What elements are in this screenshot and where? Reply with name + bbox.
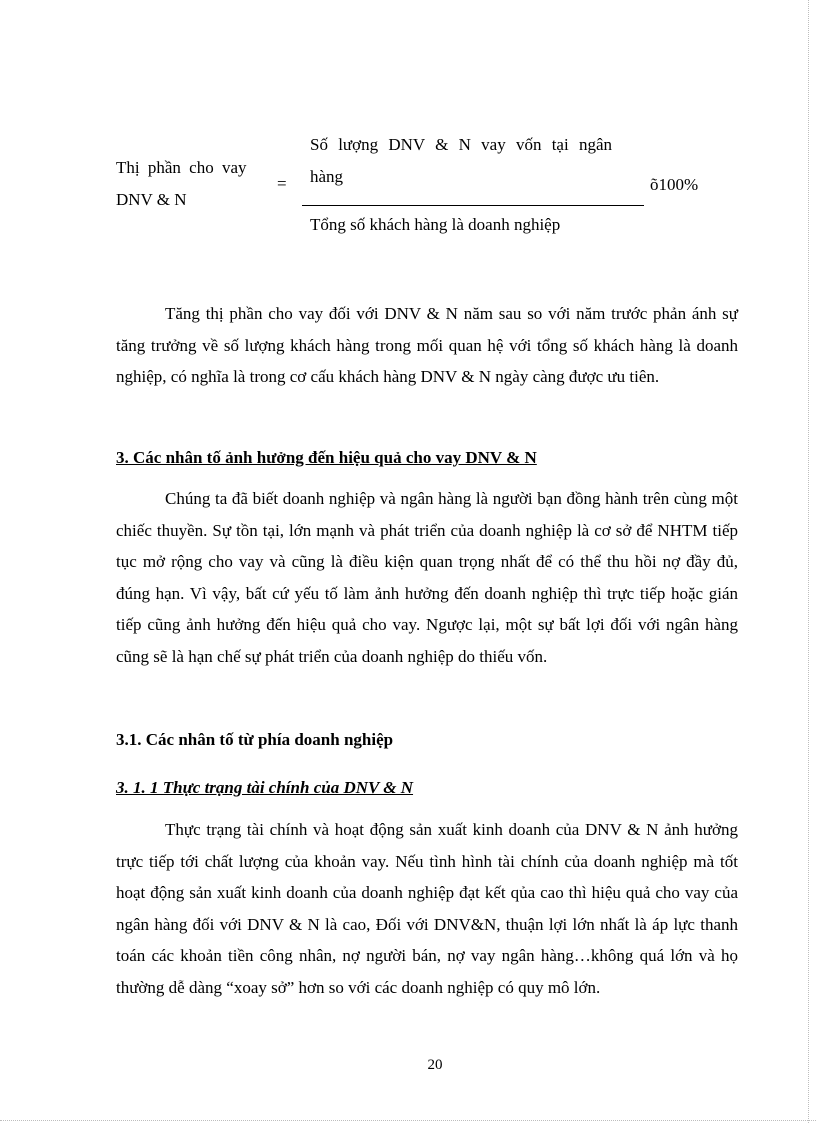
formula-equals-sign: =: [277, 174, 287, 193]
formula-numerator-line1: Số lượng DNV & N vay vốn tại ngân: [310, 135, 612, 154]
paragraph-bank-business-relationship: Chúng ta đã biết doanh nghiệp và ngân hàng là người bạn đồng hành trên cùng một chiếc thuyền. Sự tồn tại, lớn mạnh và phát triển của doanh nghiệp là cơ sở để NHTM tiếp tục mở rộng cho vay và cũng là điều kiện quan trọng nhất để có thể thu hồi nợ đầy đủ, đúng hạn. Vì vậy, bất cứ yếu tố làm ảnh hưởng đến doanh nghiệp thì trực tiếp hoặc gián tiếp cũng ảnh hưởng đến hiệu quả cho vay. Ngược lại, một sự bất lợi đối với ngân hàng cũng sẽ là hạn chế sự phát triển của doanh nghiệp do thiếu vốn.: [116, 489, 738, 666]
formula-multiplier: õ100%: [650, 175, 699, 194]
formula-fraction-bar: [302, 205, 644, 206]
section-heading-3: 3. Các nhân tố ảnh hưởng đến hiệu quả cho vay DNV & N: [116, 448, 537, 467]
page-number: 20: [427, 1057, 443, 1073]
formula-numerator-line2: hàng: [310, 167, 344, 186]
paragraph-financial-status: Thực trạng tài chính và hoạt động sản xuất kinh doanh của DNV & N ảnh hưởng trực tiếp tới chất lượng của khoản vay. Nếu tình hình tài chính của doanh nghiệp mà tốt hoạt động sản xuất kinh doanh của doanh nghiệp đạt kết qủa cao thì hiệu quả cho vay của ngân hàng đối với DNV & N là cao, Đối với DNV&N, thuận lợi lớn nhất là áp lực thanh toán các khoản tiền công nhân, nợ người bán, nợ vay ngân hàng…không quá lớn và họ thường dễ dàng “xoay sở” hơn so với các doanh nghiệp có quy mô lớn.: [116, 820, 738, 997]
section-heading-3-1: 3.1. Các nhân tố từ phía doanh nghiệp: [116, 730, 394, 749]
formula-denominator: Tổng số khách hàng là doanh nghiệp: [310, 215, 561, 234]
market-share-formula: [0, 0, 816, 260]
page-bottom-border: [0, 1120, 816, 1121]
formula-lhs-line1: Thị phần cho vay: [116, 158, 247, 177]
paragraph-market-share-growth: Tăng thị phần cho vay đối với DNV & N năm sau so với năm trước phản ánh sự tăng trưởng về số lượng khách hàng trong mối quan hệ với tổng số khách hàng là doanh nghiệp, có nghĩa là trong cơ cấu khách hàng DNV & N ngày càng được ưu tiên.: [116, 304, 738, 387]
formula-lhs-line2: DNV & N: [116, 190, 187, 209]
section-heading-3-1-1: 3. 1. 1 Thực trạng tài chính của DNV & N: [116, 778, 414, 797]
